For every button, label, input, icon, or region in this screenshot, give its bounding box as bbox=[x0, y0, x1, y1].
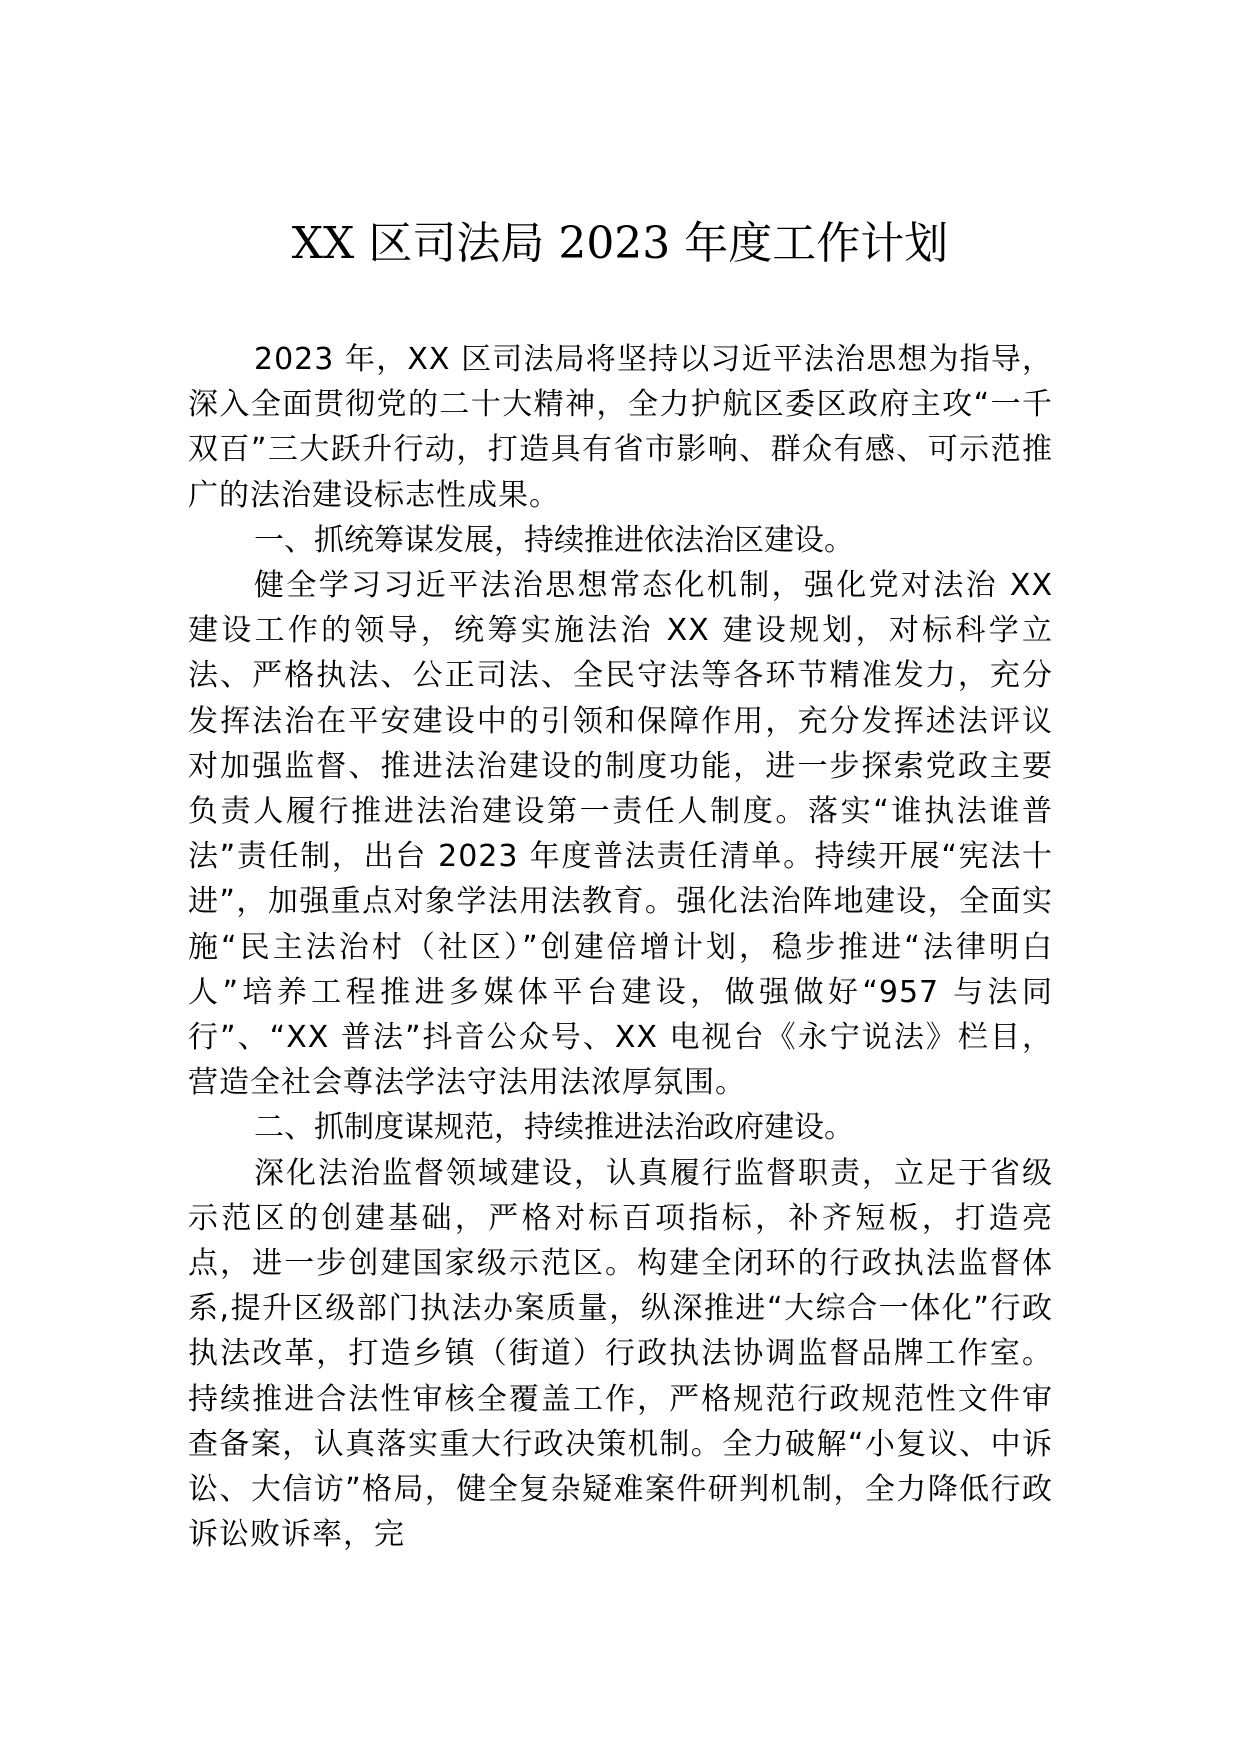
intro-paragraph: 2023 年，XX 区司法局将坚持以习近平法治思想为指导，深入全面贯彻党的二十大精神，全力护航区委区政府主攻“一千双百”三大跃升行动，打造具有省市影响、群众有感、可示范推广的法治建设标志性成果。 bbox=[188, 342, 1053, 513]
section-heading-2: 二、抓制度谋规范，持续推进法治政府建设。 bbox=[254, 1110, 854, 1146]
section-1-paragraph: 健全学习习近平法治思想常态化机制，强化党对法治 XX 建设工作的领导，统筹实施法治 XX 建设规划，对标科学立法、严格执法、公正司法、全民守法等各环节精准发力，充分发挥法治在平安建设中的引领和保障作用，充分发挥述法评议对加强监督、推进法治建设的制度功能，进一步探索党政主要负责人履行推进法治建设第一责任人制度。落实“谁执法谁普法”责任制，出台 2023 年度普法责任清单。持续开展“宪法十进”，加强重点对象学法用法教育。强化法治阵地建设，全面实施“民主法治村（社区）”创建倍增计划，稳步推进“法律明白人”培养工程推进多媒体平台建设，做强做好“957 与法同行”、“XX 普法”抖音公众号、XX 电视台《永宁说法》栏目，营造全社会尊法学法守法用法浓厚氛围。 bbox=[188, 568, 1053, 1101]
section-heading-1: 一、抓统筹谋发展，持续推进依法治区建设。 bbox=[254, 522, 854, 558]
document-body bbox=[188, 337, 1053, 1557]
document-title: XX 区司法局 2023 年度工作计划 bbox=[291, 218, 949, 269]
section-2-paragraph: 深化法治监督领域建设，认真履行监督职责，立足于省级示范区的创建基础，严格对标百项指标，补齐短板，打造亮点，进一步创建国家级示范区。构建全闭环的行政执法监督体系,提升区级部门执法办案质量，纵深推进“大综合一体化”行政执法改革，打造乡镇（街道）行政执法协调监督品牌工作室。持续推进合法性审核全覆盖工作，严格规范行政规范性文件审查备案，认真落实重大行政决策机制。全力破解“小复议、中诉讼、大信访”格局，健全复杂疑难案件研判机制，全力降低行政诉讼败诉率，完 bbox=[188, 1155, 1053, 1553]
